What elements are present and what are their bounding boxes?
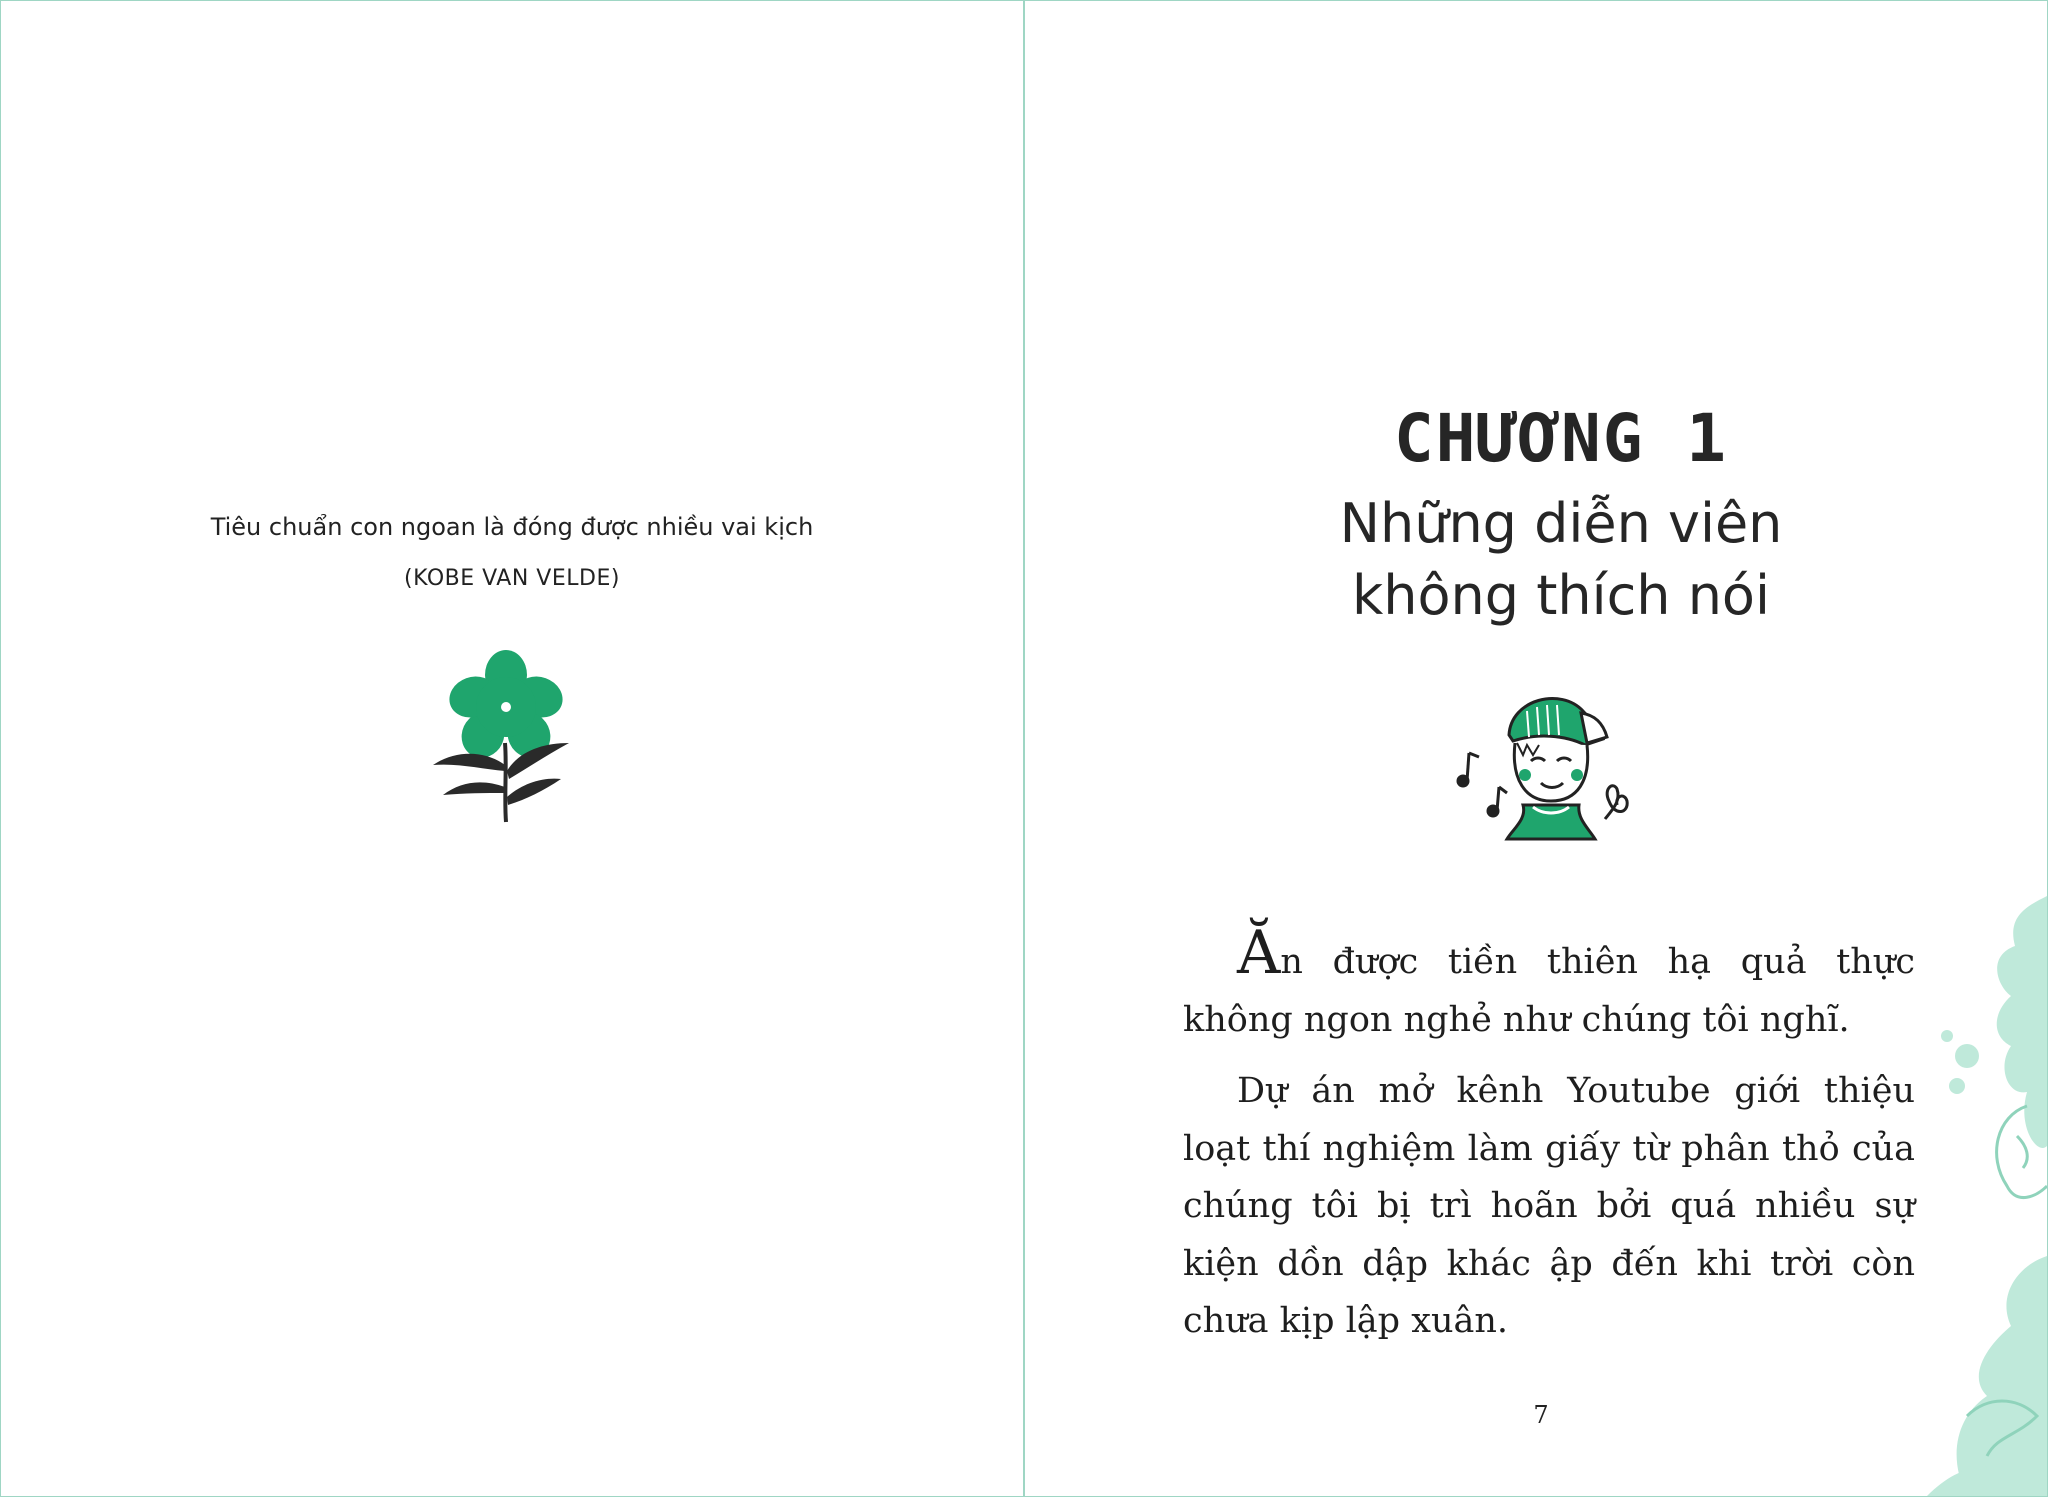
- boy-with-music-notes-icon: [1453, 689, 1633, 841]
- left-page: [1, 1, 1025, 1496]
- epigraph-block: [161, 507, 863, 599]
- chapter-title-line-1: Những diễn viên: [1339, 492, 1783, 555]
- page-number: 7: [1533, 1401, 1549, 1429]
- paragraph-2: Dự án mở kênh Youtube giới thiệu loạt thí nghiệm làm giấy từ phân thỏ của chúng tôi bị trì hoãn bởi quá nhiều sự kiện dồn dập khác ập đến khi trời còn chưa kịp lập xuân.: [1183, 1071, 1915, 1341]
- epigraph-quote: Tiêu chuẩn con ngoan là đóng được nhiều vai kịch: [210, 513, 814, 541]
- chapter-title-line-2: không thích nói: [1352, 564, 1770, 627]
- paragraph-1: [1183, 918, 1915, 1049]
- chapter-label: CHƯƠNG 1: [1394, 400, 1728, 477]
- chapter-body-text: [1183, 918, 1915, 1365]
- flower-icon: [431, 647, 581, 823]
- right-page: [1025, 1, 2047, 1496]
- chapter-heading: [1175, 391, 1947, 631]
- drop-cap: Ă: [1237, 918, 1281, 988]
- mint-splash-decoration: [1927, 896, 2047, 1496]
- paragraph-1-text: n được tiền thiên hạ quả thực không ngon nghẻ như chúng tôi nghĩ.: [1183, 942, 1915, 1040]
- epigraph-author: (KOBE VAN VELDE): [404, 566, 620, 591]
